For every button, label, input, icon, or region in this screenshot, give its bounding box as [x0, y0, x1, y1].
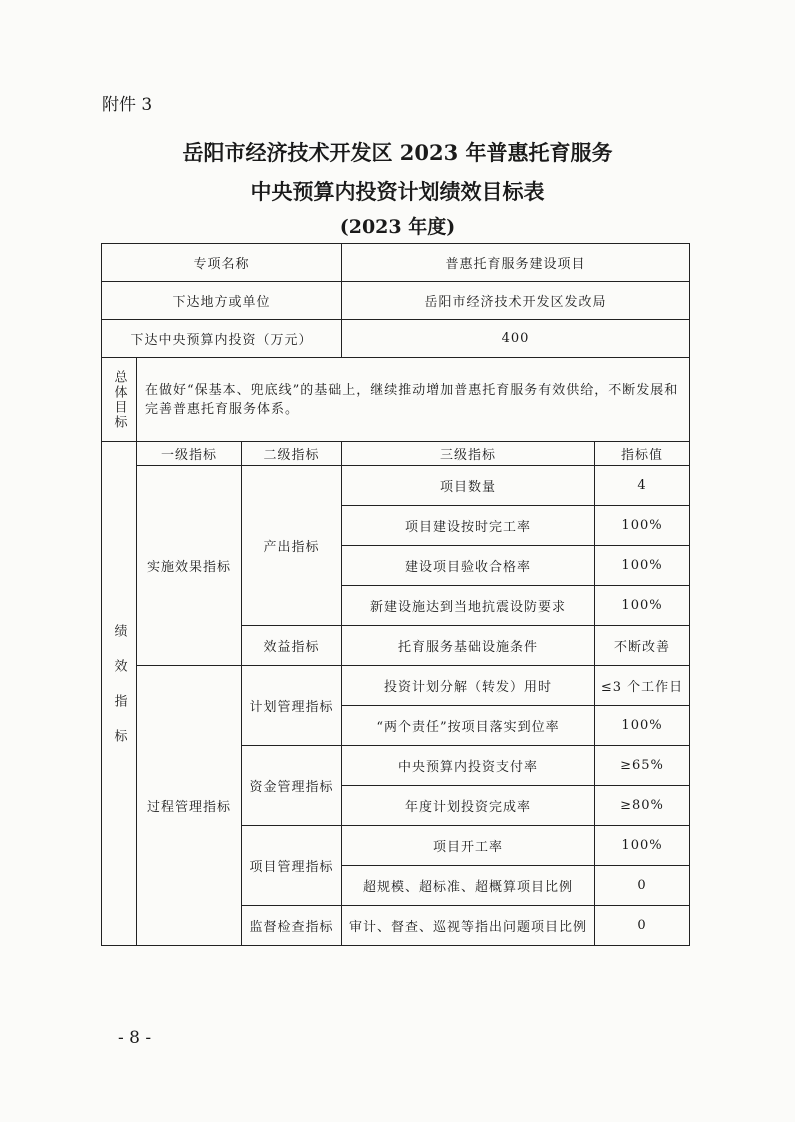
level2-plan: 计划管理指标: [242, 666, 342, 746]
col-level2: 二级指标: [242, 442, 342, 466]
project-name-row: [102, 244, 690, 282]
level3-name: 项目建设按时完工率: [342, 506, 595, 546]
indicator-value: 100%: [595, 506, 690, 546]
attachment-label: 附件 3: [102, 95, 153, 115]
project-name-label: 专项名称: [102, 244, 342, 282]
col-level1: 一级指标: [137, 442, 242, 466]
level2-benefit: 效益指标: [242, 626, 342, 666]
level1-implementation: 实施效果指标: [137, 466, 242, 666]
level3-name: 中央预算内投资支付率: [342, 746, 595, 786]
performance-indicator-label-cell: [102, 442, 137, 946]
level3-name: 托育服务基础设施条件: [342, 626, 595, 666]
indicator-value: 0: [595, 866, 690, 906]
investment-label: 下达中央预算内投资（万元）: [102, 320, 342, 358]
indicator-header-row: [102, 442, 690, 466]
indicator-value: 0: [595, 906, 690, 946]
level3-name: 年度计划投资完成率: [342, 786, 595, 826]
indicator-value: 100%: [595, 706, 690, 746]
level2-project: 项目管理指标: [242, 826, 342, 906]
col-value: 指标值: [595, 442, 690, 466]
page-number: - 8 -: [118, 1028, 152, 1048]
investment-value: 400: [342, 320, 690, 358]
col-level3: 三级指标: [342, 442, 595, 466]
indicator-value: ≥65%: [595, 746, 690, 786]
overall-goal-label-cell: [102, 358, 137, 442]
unit-value: 岳阳市经济技术开发区发改局: [342, 282, 690, 320]
indicator-value: 100%: [595, 546, 690, 586]
level2-fund: 资金管理指标: [242, 746, 342, 826]
level3-name: 审计、督查、巡视等指出问题项目比例: [342, 906, 595, 946]
title-line-1: 岳阳市经济技术开发区 2023 年普惠托育服务: [182, 140, 613, 165]
indicator-value: 100%: [595, 586, 690, 626]
indicator-value: ≤3 个工作日: [595, 666, 690, 706]
level3-name: 新建设施达到当地抗震设防要求: [342, 586, 595, 626]
indicator-value: 4: [595, 466, 690, 506]
level3-name: 项目数量: [342, 466, 595, 506]
indicator-value: ≥80%: [595, 786, 690, 826]
level3-name: 项目开工率: [342, 826, 595, 866]
performance-target-table: [101, 243, 690, 946]
indicator-value: 不断改善: [595, 626, 690, 666]
level3-name: 建设项目验收合格率: [342, 546, 595, 586]
investment-row: [102, 320, 690, 358]
level2-output: 产出指标: [242, 466, 342, 626]
level1-process: 过程管理指标: [137, 666, 242, 946]
project-name-value: 普惠托育服务建设项目: [342, 244, 690, 282]
level3-name: 投资计划分解（转发）用时: [342, 666, 595, 706]
overall-goal-text: 在做好“保基本、兜底线”的基础上，继续推动增加普惠托育服务有效供给，不断发展和完善普惠托育服务体系。: [137, 358, 690, 442]
unit-row: [102, 282, 690, 320]
title-year: (2023 年度): [339, 216, 456, 238]
performance-indicator-label: 绩效指标: [111, 623, 127, 764]
indicator-value: 100%: [595, 826, 690, 866]
unit-label: 下达地方或单位: [102, 282, 342, 320]
level2-supervision: 监督检查指标: [242, 906, 342, 946]
overall-goal-row: [102, 358, 690, 442]
overall-goal-label: 总体目标: [111, 369, 127, 430]
table-row: [102, 666, 690, 706]
title-line-2: 中央预算内投资计划绩效目标表: [250, 179, 545, 204]
table-row: [102, 466, 690, 506]
level3-name: 超规模、超标准、超概算项目比例: [342, 866, 595, 906]
level3-name: “两个责任”按项目落实到位率: [342, 706, 595, 746]
